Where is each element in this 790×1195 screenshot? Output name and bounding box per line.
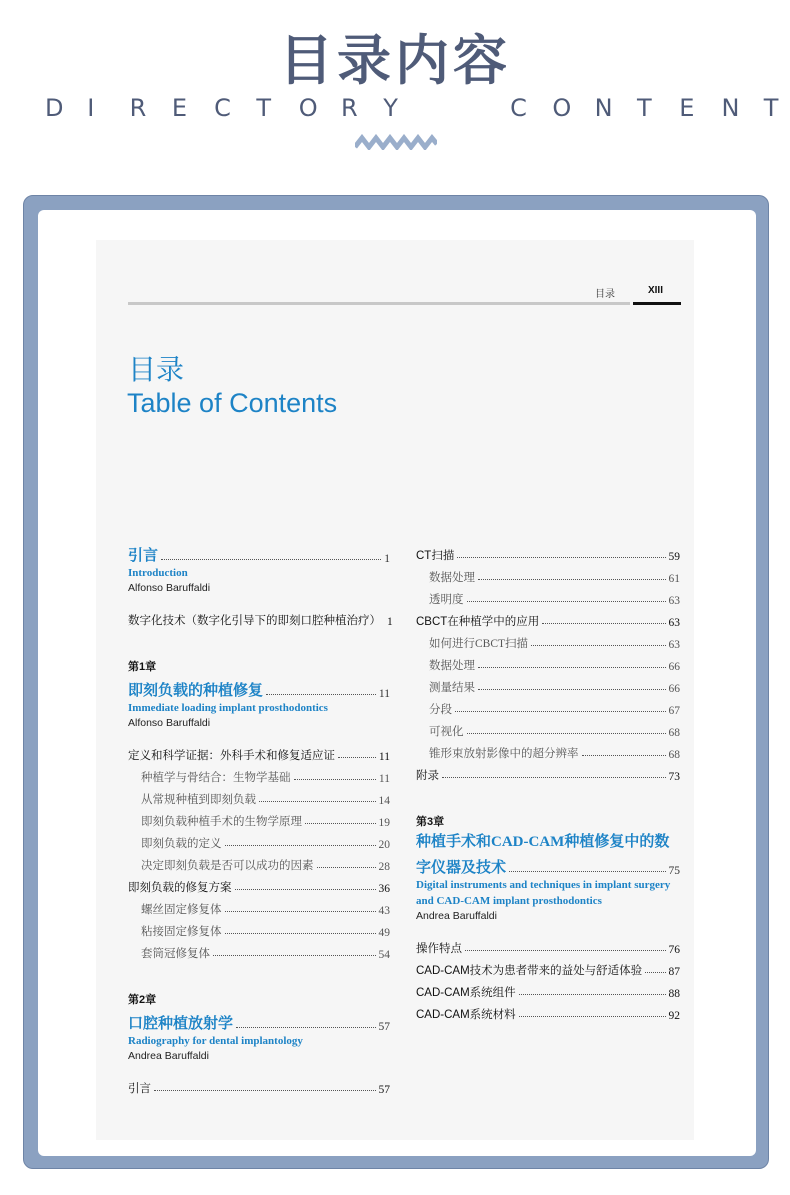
entry-title: 即刻负载种植手术的生物学原理 xyxy=(141,816,302,828)
subtitle-letter: N xyxy=(594,94,613,122)
toc-entry[interactable] xyxy=(416,541,680,563)
toc-entry[interactable] xyxy=(416,695,680,717)
dot-leader xyxy=(213,955,376,956)
dot-leader xyxy=(161,559,381,560)
book-page xyxy=(96,240,694,1140)
dot-leader xyxy=(455,711,666,712)
dot-leader xyxy=(457,557,665,558)
dot-leader xyxy=(478,579,666,580)
dot-leader xyxy=(465,950,666,951)
entry-page: 1 xyxy=(384,553,390,565)
entry-title: 即刻负载的定义 xyxy=(141,838,222,850)
divider xyxy=(128,302,630,305)
toc-entry[interactable] xyxy=(416,853,680,877)
dot-leader xyxy=(338,757,376,758)
chapter-label: 第2章 xyxy=(128,994,157,1006)
dot-leader xyxy=(305,823,376,824)
subtitle-letter: R xyxy=(340,94,358,122)
subtitle-letter: E xyxy=(679,94,695,122)
chapter-title-cn[interactable] xyxy=(128,676,390,700)
entry-title: 数字化技术（数字化引导下的即刻口腔种植治疗） xyxy=(128,615,381,627)
entry-page: 49 xyxy=(378,927,390,939)
chapter-author: Alfonso Baruffaldi xyxy=(128,582,211,594)
subtitle-letter: O xyxy=(298,94,318,122)
dot-leader xyxy=(645,972,665,973)
subtitle-letter: R xyxy=(129,94,147,122)
entry-page: 88 xyxy=(668,988,680,1000)
entry-title: 字仪器及技术 xyxy=(416,860,507,876)
entry-title: 即刻负载的修复方案 xyxy=(128,882,232,894)
entry-page: 1 xyxy=(387,616,393,628)
dot-leader xyxy=(236,1027,375,1028)
subtitle-letter: T xyxy=(256,94,272,122)
subtitle-letter: I xyxy=(87,94,95,122)
chapter-author: Alfonso Baruffaldi xyxy=(128,717,211,729)
hero-subtitle xyxy=(45,94,779,122)
toc-title-cn: 目录 xyxy=(128,353,185,386)
entry-title: 引言 xyxy=(128,1083,151,1095)
hero-title: 目录内容 xyxy=(279,29,511,92)
toc-title-en: Table of Contents xyxy=(127,388,338,418)
subtitle-letter: Y xyxy=(383,94,398,122)
entry-page: 59 xyxy=(668,551,680,563)
entry-page: 63 xyxy=(668,617,680,629)
dot-leader xyxy=(542,623,665,624)
entry-page: 28 xyxy=(378,861,390,873)
book-frame xyxy=(23,195,769,1169)
dot-leader xyxy=(509,871,665,872)
dot-leader xyxy=(225,845,376,846)
dot-leader xyxy=(467,733,666,734)
entry-title: 决定即刻负载是否可以成功的因素 xyxy=(141,860,314,872)
running-head-label: 目录 xyxy=(595,289,615,300)
dot-leader xyxy=(519,1016,666,1017)
toc-entry[interactable] xyxy=(416,563,680,585)
entry-page: 11 xyxy=(378,773,390,785)
chapter-title-cn: 种植手术和CAD-CAM种植修复中的数 xyxy=(416,834,670,850)
chapter-title-en: Radiography for dental implantology xyxy=(128,1035,303,1047)
entry-page: 66 xyxy=(668,683,680,695)
entry-title: 如何进行CBCT扫描 xyxy=(429,638,529,650)
entry-page: 63 xyxy=(668,639,680,651)
entry-title: CAD-CAM系统材料 xyxy=(416,1009,516,1021)
toc-entry[interactable] xyxy=(416,673,680,695)
entry-page: 14 xyxy=(378,795,390,807)
entry-title: 定义和科学证据：外科手术和修复适应证 xyxy=(128,750,335,762)
toc-entry[interactable] xyxy=(416,651,680,673)
subtitle-letter xyxy=(426,94,427,122)
dot-leader xyxy=(259,801,376,802)
toc-entry[interactable] xyxy=(416,607,680,629)
subtitle-letter: D xyxy=(45,94,64,122)
chapter-author: Andrea Baruffaldi xyxy=(416,910,497,922)
toc-entry[interactable] xyxy=(416,934,680,956)
toc-entry[interactable] xyxy=(128,606,393,628)
entry-title: CAD-CAM技术为患者带来的益处与舒适体验 xyxy=(416,965,643,977)
toc-entry[interactable] xyxy=(128,763,390,785)
toc-entry[interactable] xyxy=(416,761,680,783)
toc-entry[interactable] xyxy=(128,785,390,807)
entry-page: 11 xyxy=(378,688,390,700)
entry-title: 分段 xyxy=(429,704,452,716)
entry-title: 数据处理 xyxy=(429,660,475,672)
chapter-title-cn[interactable] xyxy=(128,1009,390,1033)
zigzag-decoration-icon xyxy=(355,134,437,150)
entry-title: CBCT在种植学中的应用 xyxy=(416,616,540,628)
toc-entry[interactable] xyxy=(416,739,680,761)
entry-page: 68 xyxy=(668,749,680,761)
dot-leader xyxy=(317,867,376,868)
entry-title: 透明度 xyxy=(429,594,464,606)
entry-page: 67 xyxy=(668,705,680,717)
dot-leader xyxy=(154,1090,376,1091)
subtitle-letter xyxy=(468,94,469,122)
dot-leader xyxy=(467,601,666,602)
toc-entry[interactable] xyxy=(416,585,680,607)
toc-entry[interactable] xyxy=(128,807,390,829)
chapter-title-en: Digital instruments and techniques in implant surgery and CAD-CAM implant prosthodontics xyxy=(416,879,671,907)
entry-page: 68 xyxy=(668,727,680,739)
entry-page: 66 xyxy=(668,661,680,673)
subtitle-letter: O xyxy=(552,94,572,122)
dot-leader xyxy=(225,933,376,934)
toc-entry[interactable] xyxy=(128,895,390,917)
entry-title: CT扫描 xyxy=(416,550,455,562)
entry-page: 75 xyxy=(668,865,680,877)
dot-leader xyxy=(519,994,666,995)
running-head xyxy=(128,285,681,305)
toc-entry[interactable] xyxy=(128,873,390,895)
entry-page: 92 xyxy=(668,1010,680,1022)
divider xyxy=(633,302,681,305)
dot-leader xyxy=(225,911,376,912)
toc-entry[interactable] xyxy=(416,1000,680,1022)
toc-entry[interactable] xyxy=(128,939,390,961)
toc-entry[interactable] xyxy=(128,917,390,939)
subtitle-letter: N xyxy=(721,94,740,122)
dot-leader xyxy=(266,694,376,695)
chapter-label: 第3章 xyxy=(416,816,445,828)
toc-entry[interactable] xyxy=(128,1074,390,1096)
toc-entry[interactable] xyxy=(416,629,680,651)
subtitle-letter: T xyxy=(636,94,652,122)
entry-page: 57 xyxy=(378,1084,390,1096)
toc-entry[interactable] xyxy=(416,956,680,978)
chapter-label: 第1章 xyxy=(128,661,157,673)
toc-entry[interactable] xyxy=(128,829,390,851)
dot-leader xyxy=(582,755,666,756)
entry-page: 20 xyxy=(378,839,390,851)
entry-title: 可视化 xyxy=(429,726,464,738)
toc-entry[interactable] xyxy=(416,978,680,1000)
subtitle-letter: E xyxy=(171,94,188,122)
entry-title: 数据处理 xyxy=(429,572,475,584)
entry-title: 操作特点 xyxy=(416,943,462,955)
chapter-title-en: Immediate loading implant prosthodontics xyxy=(128,702,328,714)
entry-title: 螺丝固定修复体 xyxy=(141,904,222,916)
entry-page: 61 xyxy=(668,573,680,585)
dot-leader xyxy=(478,689,666,690)
frame-inner xyxy=(38,210,756,1156)
toc-entry[interactable] xyxy=(128,741,390,763)
toc-entry[interactable] xyxy=(128,851,390,873)
entry-title: 从常规种植到即刻负载 xyxy=(141,794,256,806)
dot-leader xyxy=(294,779,376,780)
toc-entry[interactable] xyxy=(416,717,680,739)
entry-title: 即刻负载的种植修复 xyxy=(128,683,264,699)
entry-title: 粘接固定修复体 xyxy=(141,926,222,938)
chapter-title-en: Introduction xyxy=(128,567,188,579)
subtitle-letter: C xyxy=(510,94,527,122)
entry-page: 76 xyxy=(668,944,680,956)
entry-page: 19 xyxy=(378,817,390,829)
entry-title: 引言 xyxy=(128,548,159,564)
dot-leader xyxy=(442,777,666,778)
entry-title: CAD-CAM系统组件 xyxy=(416,987,516,999)
dot-leader xyxy=(531,645,665,646)
chapter-title-cn[interactable] xyxy=(128,541,390,565)
entry-page: 11 xyxy=(378,751,390,763)
dot-leader xyxy=(235,889,376,890)
entry-page: 54 xyxy=(378,949,390,961)
entry-page: 43 xyxy=(378,905,390,917)
subtitle-letter: T xyxy=(763,94,779,122)
running-head-page: XIII xyxy=(647,285,663,296)
subtitle-letter: C xyxy=(214,94,231,122)
entry-title: 测量结果 xyxy=(429,682,475,694)
entry-title: 套筒冠修复体 xyxy=(141,948,210,960)
toc-right-column xyxy=(416,541,680,1022)
chapter-author: Andrea Baruffaldi xyxy=(128,1050,209,1062)
entry-page: 63 xyxy=(668,595,680,607)
entry-title: 口腔种植放射学 xyxy=(128,1016,234,1032)
entry-title: 附录 xyxy=(416,770,439,782)
toc-left-column xyxy=(128,541,393,1096)
entry-page: 73 xyxy=(668,771,680,783)
entry-page: 87 xyxy=(668,966,680,978)
entry-page: 57 xyxy=(378,1021,390,1033)
dot-leader xyxy=(478,667,666,668)
entry-title: 种植学与骨结合：生物学基础 xyxy=(141,772,291,784)
entry-title: 锥形束放射影像中的超分辨率 xyxy=(429,748,579,760)
entry-page: 36 xyxy=(378,883,390,895)
